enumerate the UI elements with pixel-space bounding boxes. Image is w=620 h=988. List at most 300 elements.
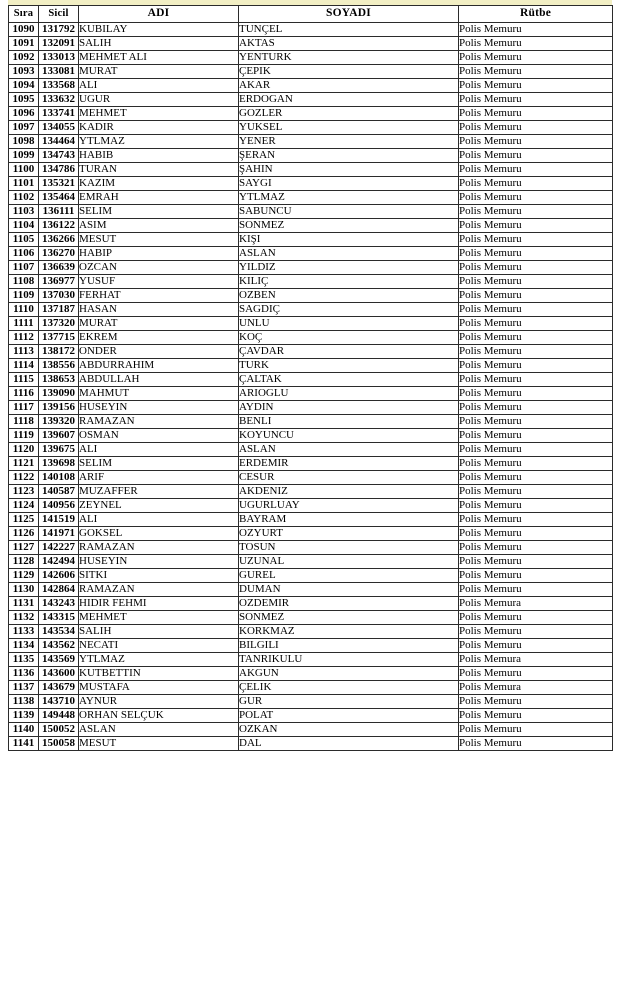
cell-sicil: 138172 [39, 345, 79, 359]
cell-sira: 1100 [9, 163, 39, 177]
table-row [9, 177, 613, 191]
cell-soyadi: ŞERAN [239, 149, 459, 163]
cell-rutbe: Polis Memuru [459, 625, 613, 639]
table-row [9, 709, 613, 723]
cell-soyadi: POLAT [239, 709, 459, 723]
cell-sicil: 137715 [39, 331, 79, 345]
cell-adi: ALI [79, 443, 239, 457]
cell-sicil: 150052 [39, 723, 79, 737]
cell-rutbe: Polis Memuru [459, 247, 613, 261]
column-header-soyadi: SOYADI [239, 6, 459, 23]
cell-rutbe: Polis Memuru [459, 233, 613, 247]
table-row [9, 23, 613, 37]
table-row [9, 163, 613, 177]
cell-rutbe: Polis Memuru [459, 331, 613, 345]
table-row [9, 681, 613, 695]
table-row [9, 611, 613, 625]
table-body [9, 23, 613, 751]
cell-soyadi: YUKSEL [239, 121, 459, 135]
table-row [9, 667, 613, 681]
cell-sicil: 137320 [39, 317, 79, 331]
cell-sira: 1109 [9, 289, 39, 303]
table-row [9, 695, 613, 709]
cell-adi: MEHMET [79, 611, 239, 625]
cell-sira: 1126 [9, 527, 39, 541]
cell-sira: 1118 [9, 415, 39, 429]
cell-rutbe: Polis Memuru [459, 23, 613, 37]
cell-sicil: 140108 [39, 471, 79, 485]
cell-sicil: 141971 [39, 527, 79, 541]
cell-sira: 1104 [9, 219, 39, 233]
cell-adi: SALIH [79, 37, 239, 51]
table-row [9, 107, 613, 121]
cell-sicil: 143569 [39, 653, 79, 667]
cell-sicil: 134055 [39, 121, 79, 135]
cell-sicil: 133741 [39, 107, 79, 121]
cell-rutbe: Polis Memuru [459, 275, 613, 289]
cell-rutbe: Polis Memuru [459, 261, 613, 275]
table-row [9, 261, 613, 275]
cell-soyadi: ÇEPIK [239, 65, 459, 79]
cell-rutbe: Polis Memuru [459, 443, 613, 457]
cell-sira: 1121 [9, 457, 39, 471]
cell-rutbe: Polis Memuru [459, 555, 613, 569]
table-row [9, 65, 613, 79]
cell-soyadi: YENER [239, 135, 459, 149]
cell-sira: 1135 [9, 653, 39, 667]
cell-sicil: 132091 [39, 37, 79, 51]
roster-table [8, 5, 613, 751]
cell-soyadi: OZDEMIR [239, 597, 459, 611]
cell-soyadi: TUNÇEL [239, 23, 459, 37]
cell-sira: 1131 [9, 597, 39, 611]
cell-adi: YTLMAZ [79, 653, 239, 667]
cell-sira: 1116 [9, 387, 39, 401]
cell-soyadi: KOYUNCU [239, 429, 459, 443]
table-header [9, 6, 613, 23]
table-row [9, 121, 613, 135]
cell-sira: 1098 [9, 135, 39, 149]
cell-sicil: 149448 [39, 709, 79, 723]
cell-adi: OSMAN [79, 429, 239, 443]
table-row [9, 653, 613, 667]
cell-sicil: 141519 [39, 513, 79, 527]
cell-sira: 1141 [9, 737, 39, 751]
cell-rutbe: Polis Memuru [459, 345, 613, 359]
header-row [9, 6, 613, 23]
table-row [9, 513, 613, 527]
cell-soyadi: DAL [239, 737, 459, 751]
cell-sira: 1099 [9, 149, 39, 163]
cell-soyadi: ASLAN [239, 443, 459, 457]
cell-adi: HABIB [79, 149, 239, 163]
cell-adi: ASLAN [79, 723, 239, 737]
cell-adi: MUZAFFER [79, 485, 239, 499]
cell-rutbe: Polis Memuru [459, 485, 613, 499]
cell-sira: 1124 [9, 499, 39, 513]
cell-sicil: 139320 [39, 415, 79, 429]
cell-adi: ABDURRAHIM [79, 359, 239, 373]
cell-sicil: 134464 [39, 135, 79, 149]
cell-sira: 1140 [9, 723, 39, 737]
column-header-adi: ADI [79, 6, 239, 23]
cell-rutbe: Polis Memuru [459, 639, 613, 653]
cell-soyadi: ÇELIK [239, 681, 459, 695]
cell-sira: 1120 [9, 443, 39, 457]
cell-soyadi: SONMEZ [239, 611, 459, 625]
cell-adi: KUBILAY [79, 23, 239, 37]
cell-adi: HASAN [79, 303, 239, 317]
cell-soyadi: ERDEMIR [239, 457, 459, 471]
cell-adi: AYNUR [79, 695, 239, 709]
cell-adi: KUTBETTIN [79, 667, 239, 681]
table-row [9, 149, 613, 163]
cell-soyadi: SAYGI [239, 177, 459, 191]
cell-sicil: 143315 [39, 611, 79, 625]
cell-rutbe: Polis Memuru [459, 737, 613, 751]
table-row [9, 219, 613, 233]
cell-sira: 1115 [9, 373, 39, 387]
roster-table-container [8, 5, 612, 751]
cell-soyadi: SABUNCU [239, 205, 459, 219]
cell-rutbe: Polis Memuru [459, 457, 613, 471]
cell-sira: 1113 [9, 345, 39, 359]
table-row [9, 93, 613, 107]
table-row [9, 135, 613, 149]
cell-soyadi: OZYURT [239, 527, 459, 541]
cell-sira: 1091 [9, 37, 39, 51]
table-row [9, 345, 613, 359]
cell-adi: MESUT [79, 737, 239, 751]
cell-soyadi: UGURLUAY [239, 499, 459, 513]
table-row [9, 289, 613, 303]
table-row [9, 457, 613, 471]
cell-sicil: 136122 [39, 219, 79, 233]
cell-rutbe: Polis Memuru [459, 387, 613, 401]
cell-adi: RAMAZAN [79, 541, 239, 555]
cell-adi: MESUT [79, 233, 239, 247]
cell-sira: 1092 [9, 51, 39, 65]
cell-soyadi: GUR [239, 695, 459, 709]
cell-sira: 1101 [9, 177, 39, 191]
cell-soyadi: UNLU [239, 317, 459, 331]
cell-sira: 1094 [9, 79, 39, 93]
cell-soyadi: AYDIN [239, 401, 459, 415]
cell-sira: 1138 [9, 695, 39, 709]
cell-sicil: 131792 [39, 23, 79, 37]
cell-rutbe: Polis Memuru [459, 359, 613, 373]
cell-sira: 1117 [9, 401, 39, 415]
cell-sicil: 143562 [39, 639, 79, 653]
table-row [9, 303, 613, 317]
cell-sira: 1106 [9, 247, 39, 261]
cell-soyadi: YENTURK [239, 51, 459, 65]
cell-sicil: 138653 [39, 373, 79, 387]
cell-adi: NECATI [79, 639, 239, 653]
cell-sira: 1102 [9, 191, 39, 205]
cell-soyadi: ERDOGAN [239, 93, 459, 107]
table-row [9, 723, 613, 737]
cell-sira: 1136 [9, 667, 39, 681]
cell-sicil: 139607 [39, 429, 79, 443]
cell-rutbe: Polis Memuru [459, 191, 613, 205]
table-row [9, 373, 613, 387]
table-row [9, 555, 613, 569]
cell-sira: 1133 [9, 625, 39, 639]
cell-sicil: 143710 [39, 695, 79, 709]
cell-rutbe: Polis Memuru [459, 135, 613, 149]
cell-sicil: 142227 [39, 541, 79, 555]
cell-sicil: 135464 [39, 191, 79, 205]
cell-rutbe: Polis Memuru [459, 177, 613, 191]
cell-sira: 1107 [9, 261, 39, 275]
cell-soyadi: AKTAS [239, 37, 459, 51]
cell-rutbe: Polis Memura [459, 597, 613, 611]
table-row [9, 541, 613, 555]
cell-soyadi: KOÇ [239, 331, 459, 345]
table-row [9, 51, 613, 65]
cell-rutbe: Polis Memuru [459, 121, 613, 135]
cell-sicil: 134786 [39, 163, 79, 177]
cell-sicil: 142864 [39, 583, 79, 597]
cell-sicil: 140587 [39, 485, 79, 499]
table-row [9, 639, 613, 653]
table-row [9, 247, 613, 261]
cell-sira: 1090 [9, 23, 39, 37]
cell-sicil: 135321 [39, 177, 79, 191]
cell-adi: OZCAN [79, 261, 239, 275]
table-row [9, 275, 613, 289]
cell-sicil: 143534 [39, 625, 79, 639]
cell-sira: 1134 [9, 639, 39, 653]
cell-adi: MURAT [79, 317, 239, 331]
cell-sicil: 150058 [39, 737, 79, 751]
cell-adi: ZEYNEL [79, 499, 239, 513]
cell-adi: EKREM [79, 331, 239, 345]
cell-rutbe: Polis Memuru [459, 667, 613, 681]
cell-sicil: 133568 [39, 79, 79, 93]
table-row [9, 79, 613, 93]
table-row [9, 401, 613, 415]
table-row [9, 597, 613, 611]
cell-rutbe: Polis Memuru [459, 583, 613, 597]
cell-sira: 1110 [9, 303, 39, 317]
cell-rutbe: Polis Memura [459, 681, 613, 695]
cell-adi: SALIH [79, 625, 239, 639]
cell-rutbe: Polis Memuru [459, 401, 613, 415]
cell-soyadi: YTLMAZ [239, 191, 459, 205]
cell-soyadi: ÇAVDAR [239, 345, 459, 359]
cell-soyadi: UZUNAL [239, 555, 459, 569]
cell-sicil: 139675 [39, 443, 79, 457]
cell-adi: HIDIR FEHMI [79, 597, 239, 611]
cell-adi: FERHAT [79, 289, 239, 303]
column-header-sira: Sıra [9, 6, 39, 23]
cell-sira: 1129 [9, 569, 39, 583]
cell-soyadi: YILDIZ [239, 261, 459, 275]
table-row [9, 625, 613, 639]
cell-rutbe: Polis Memuru [459, 415, 613, 429]
cell-soyadi: DUMAN [239, 583, 459, 597]
cell-rutbe: Polis Memuru [459, 709, 613, 723]
cell-rutbe: Polis Memuru [459, 51, 613, 65]
cell-adi: MEHMET [79, 107, 239, 121]
cell-adi: KADIR [79, 121, 239, 135]
cell-sira: 1128 [9, 555, 39, 569]
cell-sicil: 136270 [39, 247, 79, 261]
cell-sira: 1119 [9, 429, 39, 443]
cell-adi: ABDULLAH [79, 373, 239, 387]
table-row [9, 205, 613, 219]
cell-sicil: 136977 [39, 275, 79, 289]
cell-rutbe: Polis Memuru [459, 695, 613, 709]
cell-adi: ALI [79, 513, 239, 527]
cell-sicil: 143600 [39, 667, 79, 681]
cell-rutbe: Polis Memuru [459, 569, 613, 583]
table-row [9, 485, 613, 499]
cell-adi: MAHMUT [79, 387, 239, 401]
cell-sicil: 137187 [39, 303, 79, 317]
cell-adi: ARIF [79, 471, 239, 485]
cell-sicil: 142606 [39, 569, 79, 583]
table-row [9, 191, 613, 205]
cell-sira: 1123 [9, 485, 39, 499]
cell-rutbe: Polis Memuru [459, 429, 613, 443]
cell-soyadi: ÇALTAK [239, 373, 459, 387]
cell-sira: 1130 [9, 583, 39, 597]
cell-sira: 1125 [9, 513, 39, 527]
cell-sicil: 138556 [39, 359, 79, 373]
cell-rutbe: Polis Memuru [459, 149, 613, 163]
cell-soyadi: CESUR [239, 471, 459, 485]
cell-sicil: 143243 [39, 597, 79, 611]
column-header-sicil: Sicil [39, 6, 79, 23]
cell-rutbe: Polis Memuru [459, 65, 613, 79]
table-row [9, 37, 613, 51]
table-row [9, 471, 613, 485]
cell-sicil: 139698 [39, 457, 79, 471]
cell-rutbe: Polis Memuru [459, 303, 613, 317]
cell-rutbe: Polis Memuru [459, 79, 613, 93]
cell-soyadi: AKDENIZ [239, 485, 459, 499]
cell-adi: SELIM [79, 205, 239, 219]
cell-rutbe: Polis Memuru [459, 611, 613, 625]
cell-sicil: 133632 [39, 93, 79, 107]
cell-soyadi: GOZLER [239, 107, 459, 121]
table-row [9, 387, 613, 401]
cell-adi: SITKI [79, 569, 239, 583]
cell-soyadi: KILIÇ [239, 275, 459, 289]
cell-rutbe: Polis Memuru [459, 723, 613, 737]
cell-soyadi: SONMEZ [239, 219, 459, 233]
cell-sira: 1093 [9, 65, 39, 79]
cell-soyadi: OZKAN [239, 723, 459, 737]
cell-soyadi: SAGDIÇ [239, 303, 459, 317]
cell-rutbe: Polis Memuru [459, 527, 613, 541]
cell-soyadi: TANRIKULU [239, 653, 459, 667]
cell-sira: 1097 [9, 121, 39, 135]
cell-sira: 1139 [9, 709, 39, 723]
cell-soyadi: BENLI [239, 415, 459, 429]
cell-soyadi: KORKMAZ [239, 625, 459, 639]
cell-adi: ORHAN SELÇUK [79, 709, 239, 723]
cell-rutbe: Polis Memuru [459, 499, 613, 513]
cell-rutbe: Polis Memuru [459, 219, 613, 233]
cell-adi: ONDER [79, 345, 239, 359]
cell-soyadi: TOSUN [239, 541, 459, 555]
cell-sira: 1137 [9, 681, 39, 695]
cell-rutbe: Polis Memuru [459, 289, 613, 303]
cell-sicil: 136266 [39, 233, 79, 247]
cell-rutbe: Polis Memuru [459, 513, 613, 527]
column-header-rutbe: Rütbe [459, 6, 613, 23]
cell-soyadi: AKGUN [239, 667, 459, 681]
cell-sicil: 136111 [39, 205, 79, 219]
cell-adi: MUSTAFA [79, 681, 239, 695]
cell-adi: HABIP [79, 247, 239, 261]
cell-soyadi: GUREL [239, 569, 459, 583]
cell-rutbe: Polis Memuru [459, 471, 613, 485]
cell-sicil: 137030 [39, 289, 79, 303]
cell-adi: TURAN [79, 163, 239, 177]
cell-sira: 1103 [9, 205, 39, 219]
cell-adi: GOKSEL [79, 527, 239, 541]
cell-adi: RAMAZAN [79, 415, 239, 429]
cell-adi: YUSUF [79, 275, 239, 289]
cell-rutbe: Polis Memuru [459, 205, 613, 219]
cell-adi: RAMAZAN [79, 583, 239, 597]
cell-sira: 1122 [9, 471, 39, 485]
cell-rutbe: Polis Memuru [459, 107, 613, 121]
cell-sicil: 139156 [39, 401, 79, 415]
cell-adi: ASIM [79, 219, 239, 233]
cell-sira: 1108 [9, 275, 39, 289]
cell-rutbe: Polis Memura [459, 653, 613, 667]
cell-sicil: 136639 [39, 261, 79, 275]
table-row [9, 737, 613, 751]
cell-adi: HUSEYIN [79, 401, 239, 415]
cell-sira: 1112 [9, 331, 39, 345]
cell-sicil: 139090 [39, 387, 79, 401]
cell-soyadi: ARIOGLU [239, 387, 459, 401]
cell-adi: ALI [79, 79, 239, 93]
cell-soyadi: BAYRAM [239, 513, 459, 527]
table-row [9, 499, 613, 513]
cell-soyadi: TURK [239, 359, 459, 373]
cell-rutbe: Polis Memuru [459, 317, 613, 331]
table-row [9, 317, 613, 331]
cell-adi: HUSEYIN [79, 555, 239, 569]
cell-adi: MURAT [79, 65, 239, 79]
table-row [9, 429, 613, 443]
cell-sira: 1114 [9, 359, 39, 373]
table-row [9, 359, 613, 373]
cell-rutbe: Polis Memuru [459, 37, 613, 51]
cell-soyadi: OZBEN [239, 289, 459, 303]
cell-sira: 1111 [9, 317, 39, 331]
cell-sicil: 140956 [39, 499, 79, 513]
cell-rutbe: Polis Memuru [459, 93, 613, 107]
cell-soyadi: BILGILI [239, 639, 459, 653]
cell-sira: 1105 [9, 233, 39, 247]
cell-adi: KAZIM [79, 177, 239, 191]
table-row [9, 569, 613, 583]
cell-adi: MEHMET ALI [79, 51, 239, 65]
cell-adi: EMRAH [79, 191, 239, 205]
cell-adi: SELIM [79, 457, 239, 471]
cell-rutbe: Polis Memuru [459, 163, 613, 177]
cell-soyadi: AKAR [239, 79, 459, 93]
